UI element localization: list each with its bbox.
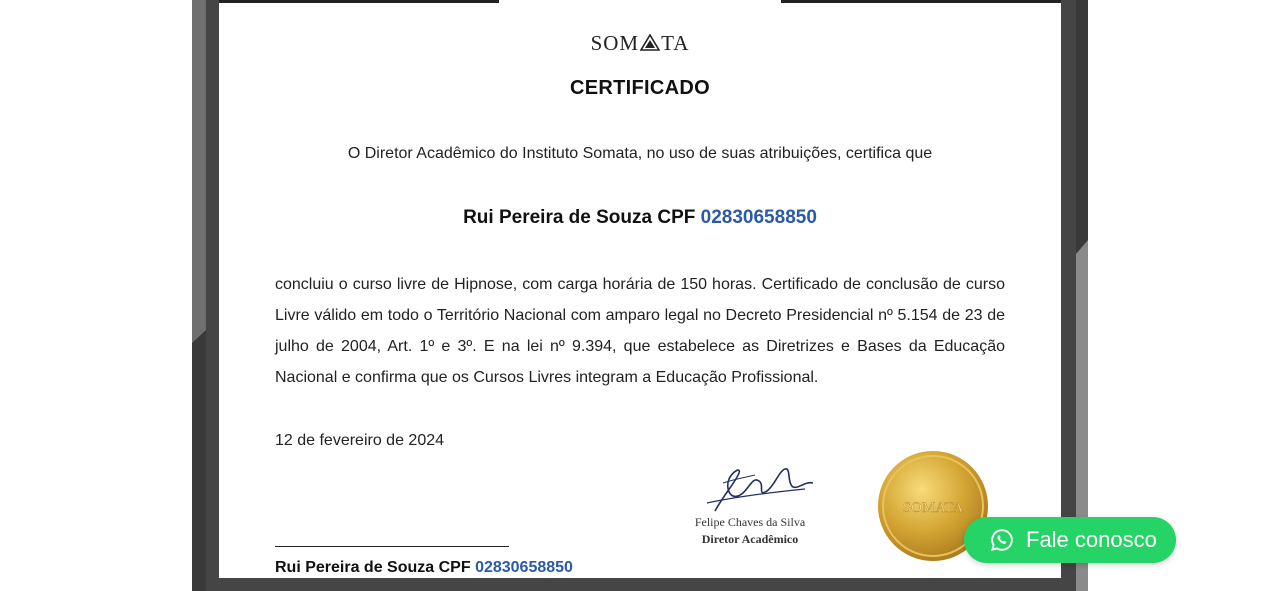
seal-text: SOMATA — [902, 500, 964, 516]
footer-cpf: 02830658850 — [475, 559, 573, 576]
signature-image — [695, 463, 825, 515]
student-cpf: 02830658850 — [700, 207, 817, 228]
footer-name-line — [275, 559, 573, 577]
signature-line — [275, 546, 509, 547]
signer-block — [685, 514, 815, 548]
chat-button[interactable] — [964, 517, 1176, 563]
signer-role: Diretor Acadêmico — [701, 532, 799, 546]
whatsapp-icon — [990, 528, 1014, 552]
student-name: Rui Pereira de Souza CPF — [463, 207, 696, 228]
certificate-body: concluiu o curso livre de Hipnose, com carga horária de 150 horas. Certificado de conclusão de curso Livre válido em todo o Território Nacional com amparo legal no Decreto Presidencial nº 5.154 de 23 de julho de 2004, Art. 1º e 3º. E na lei nº 9.394, que estabelece as Diretrizes e Bases da Educação Nacional e confirma que os Cursos Livres integram a Educação Profissional. — [275, 276, 1005, 386]
student-name-line — [219, 207, 1061, 229]
certificate-intro: O Diretor Acadêmico do Instituto Somata, no uso de suas atribuições, certifica que — [347, 145, 933, 162]
chat-button-label: Fale conosco — [1026, 527, 1157, 552]
certificate-date: 12 de fevereiro de 2024 — [275, 432, 445, 449]
somata-logo: SOM TA — [590, 31, 690, 55]
footer-name: Rui Pereira de Souza CPF — [275, 559, 471, 576]
signer-name: Felipe Chaves da Silva — [694, 515, 806, 529]
certificate — [219, 3, 1061, 578]
triangle-logo-icon — [640, 34, 660, 51]
certificate-title: CERTIFICADO — [570, 77, 710, 99]
